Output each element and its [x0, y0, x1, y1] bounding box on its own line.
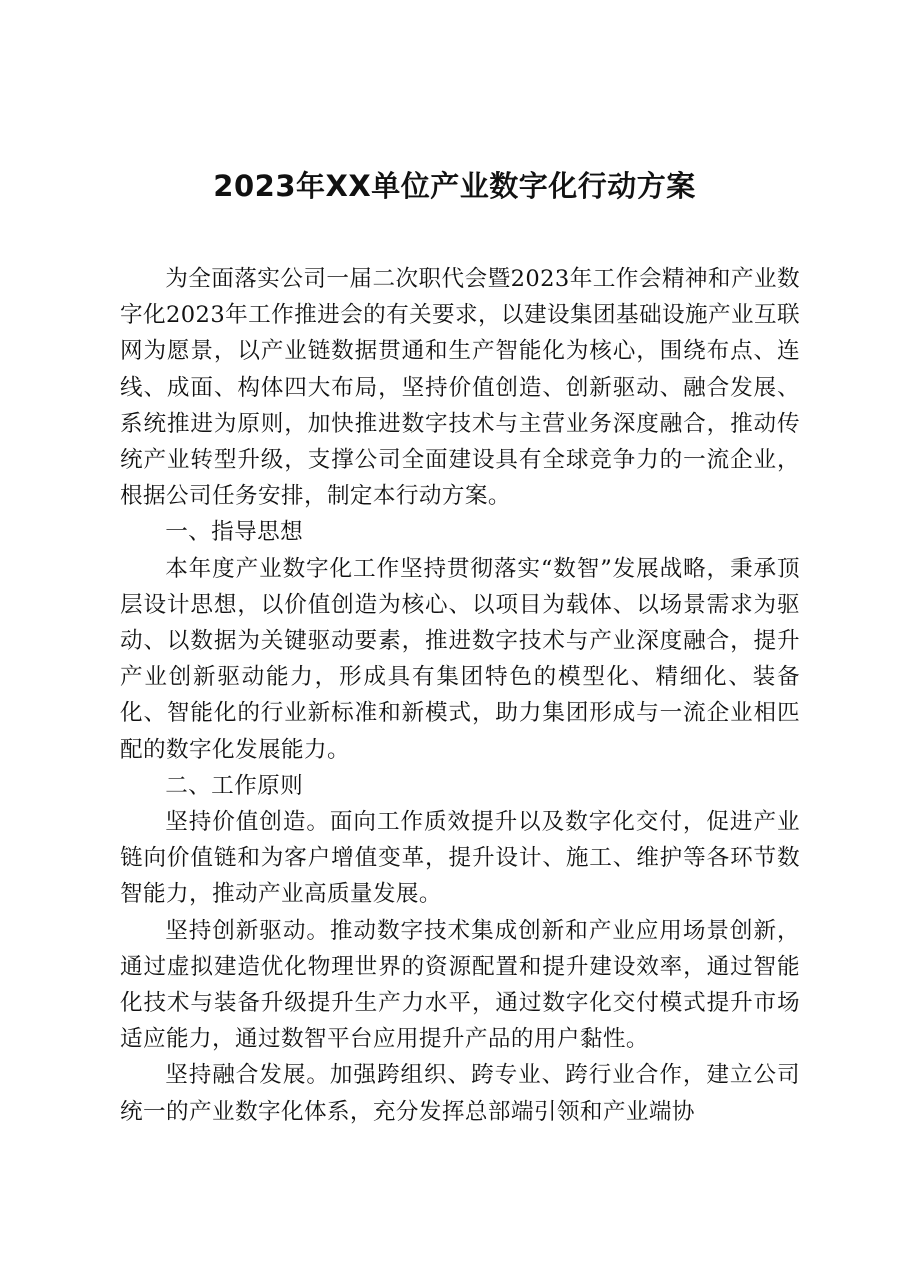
- document-body: [120, 261, 800, 1130]
- section-heading-guiding-ideology: 一、指导思想: [165, 519, 304, 546]
- paragraph-principle-innovation: 坚持创新驱动。推动数字技术集成创新和产业应用场景创新，通过虚拟建造优化物理世界的资源配置和提升建设效率，通过智能化技术与装备升级提升生产力水平，通过数字化交付模式提升市场适应能力，通过数智平台应用提升产品的用户黏性。: [120, 917, 800, 1053]
- paragraph-principle-value-creation: 坚持价值创造。面向工作质效提升以及数字化交付，促进产业链向价值链和为客户增值变革，提升设计、施工、维护等各环节数智能力，推动产业高质量发展。: [120, 809, 800, 908]
- document-title: 2023年XX单位产业数字化行动方案: [213, 169, 696, 203]
- paragraph-principle-integration: 坚持融合发展。加强跨组织、跨专业、跨行业合作，建立公司统一的产业数字化体系，充分发挥总部端引领和产业端协: [120, 1062, 800, 1125]
- paragraph-intro: 为全面落实公司一届二次职代会暨2023年工作会精神和产业数字化2023年工作推进会的有关要求，以建设集团基础设施产业互联网为愿景，以产业链数据贯通和生产智能化为核心，围绕布点、连线、成面、构体四大布局，坚持价值创造、创新驱动、融合发展、系统推进为原则，加快推进数字技术与主营业务深度融合，推动传统产业转型升级，支撑公司全面建设具有全球竞争力的一流企业，根据公司任务安排，制定本行动方案。: [120, 266, 800, 510]
- paragraph-guiding-ideology: 本年度产业数字化工作坚持贯彻落实“数智”发展战略，秉承顶层设计思想，以价值创造为核心、以项目为载体、以场景需求为驱动、以数据为关键驱动要素，推进数字技术与产业深度融合，提升产业创新驱动能力，形成具有集团特色的模型化、精细化、装备化、智能化的行业新标准和新模式，助力集团形成与一流企业相匹配的数字化发展能力。: [120, 555, 800, 763]
- section-heading-work-principles: 二、工作原则: [165, 772, 304, 799]
